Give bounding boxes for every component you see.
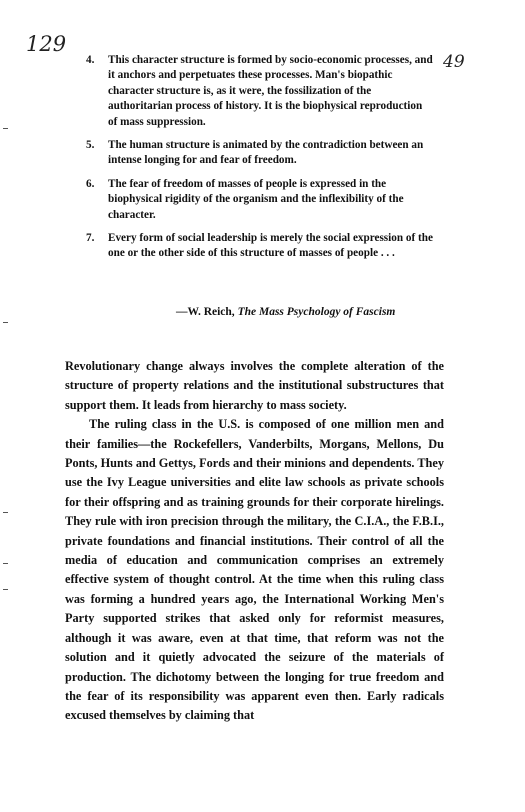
item-text: The human structure is animated by the contradiction between an intense longing for and fear of freedom. — [108, 139, 424, 167]
item-text: Every form of social leadership is merely the social expression of the one or the other side of this structure of masses of people . . . — [108, 232, 433, 260]
margin-tick — [3, 128, 8, 129]
item-text: The fear of freedom of masses of people is expressed in the biophysical rigidity of the organism and the inflexibility of the character. — [108, 177, 404, 221]
margin-tick — [3, 512, 8, 513]
citation — [176, 306, 395, 318]
item-number: 7. — [86, 232, 95, 245]
item-number: 6. — [86, 177, 95, 190]
citation-title: The Mass Psychology of Fascism — [237, 306, 396, 318]
handwritten-annotation: 49 — [443, 52, 465, 72]
item-number: 5. — [86, 139, 95, 152]
quote-item — [84, 138, 434, 169]
handwritten-page-number: 129 — [26, 32, 67, 56]
quote-item — [84, 177, 434, 223]
quote-list — [84, 53, 434, 262]
body-paragraph: Revolutionary change always involves the complete alteration of the structure of property relations and the institutional substructures that support them. It leads from hierarchy to mass society. — [65, 359, 444, 412]
quote-item — [84, 53, 434, 130]
citation-author: —W. Reich, — [176, 306, 235, 318]
margin-tick — [3, 563, 8, 564]
margin-tick — [3, 589, 8, 590]
body-paragraph: The ruling class in the U.S. is composed of one million men and their families—the Rockefellers, Vanderbilts, Morgans, Mellons, Du Ponts, Hunts and Gettys, Fords and their minions and dependents. They use the Ivy League universities and elite law schools as private schools for their offspring and as training grounds for their corporate hirelings. They rule with iron precision through the military, the C.I.A., the F.B.I., private foundations and financial institutions. Their control of all the media of education and communication comprises an extremely effective system of thought control. At the time when this ruling class was forming a hundred years ago, the International Working Men's Party supported strikes that asked only for reformist measures, although it was aware, even at that time, that reform was not the solution and it quietly advocated the seizure of the materials of production. The dichotomy between the longing for true freedom and the fear of its responsibility was apparent even then. Early radicals excused themselves by claiming that — [65, 417, 444, 723]
body-text — [65, 357, 444, 726]
quote-item — [84, 231, 434, 262]
item-number: 4. — [86, 54, 95, 66]
margin-tick — [3, 322, 8, 323]
item-text: This character structure is formed by socio-economic processes, and it anchors and perpetuates these processes. Man's biopathic character structure is, as it were, the fossilization of the authoritarian process of history. It is the biophysical reproduction of mass suppression. — [108, 54, 433, 128]
